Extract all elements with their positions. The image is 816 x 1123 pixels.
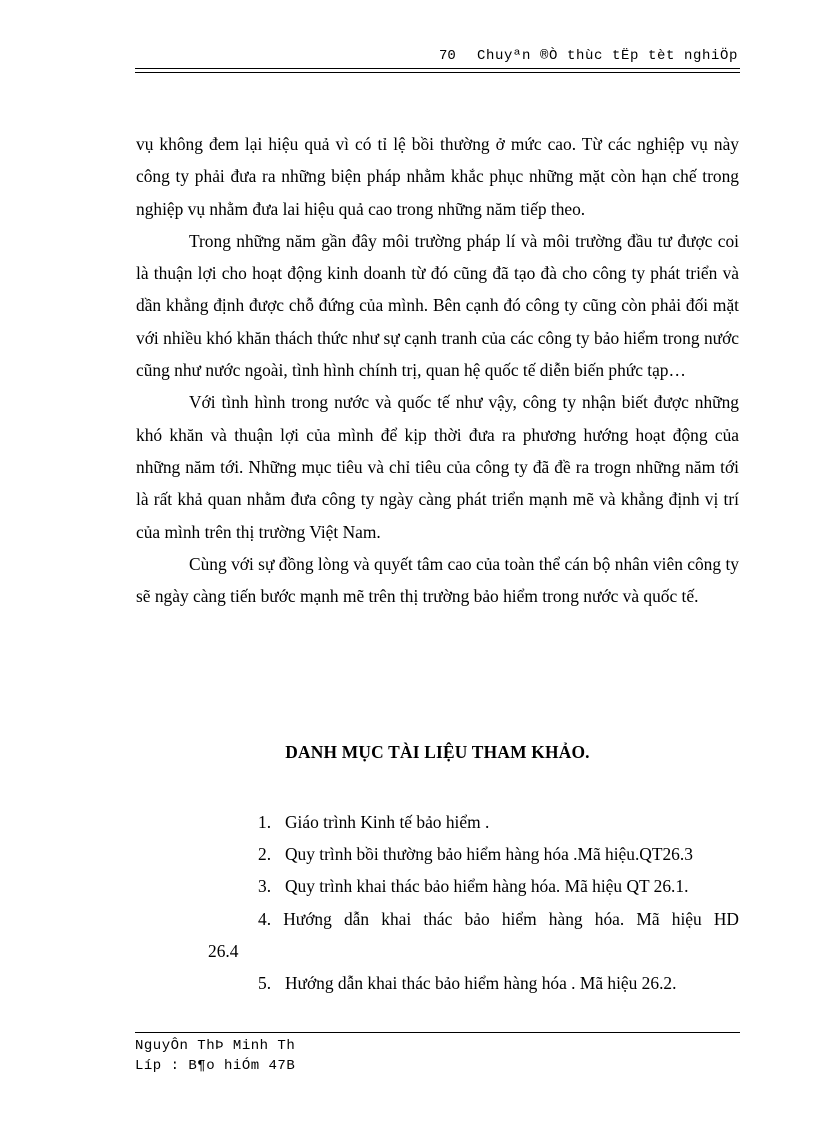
page-number: 70 [439, 48, 456, 64]
footer-class: Líp : B¶o hiÓm 47B [135, 1058, 296, 1074]
page-footer [135, 1036, 295, 1076]
reference-number: 3. [258, 876, 272, 896]
footer-author: NguyÔn ThÞ Minh Th [135, 1038, 296, 1054]
reference-item [258, 838, 740, 870]
reference-item [258, 870, 740, 902]
reference-number: 5. [258, 973, 272, 993]
reference-text: Quy trình khai thác bảo hiểm hàng hóa. Mã hiệu QT 26.1. [285, 876, 689, 896]
header-rule [135, 72, 740, 73]
reference-text: Quy trình bồi thường bảo hiểm hàng hóa .Mã hiệu.QT26.3 [285, 844, 693, 864]
header-rule [135, 68, 740, 69]
page-header [135, 46, 740, 70]
reference-number: 1. [258, 812, 272, 832]
reference-text: Hướng dẫn khai thác bảo hiểm hàng hóa . Mã hiệu 26.2. [285, 973, 677, 993]
references-title: DANH MỤC TÀI LIỆU THAM KHẢO. [285, 742, 590, 762]
reference-number: 2. [258, 844, 272, 864]
reference-item [258, 903, 739, 935]
body-text [136, 128, 739, 612]
reference-item [258, 806, 740, 838]
paragraph: Trong những năm gần đây môi trường pháp lí và môi trường đầu tư được coi là thuận lợi cho hoạt động kinh doanh từ đó cũng đã tạo đà cho công ty phát triển và dần khẳng định được chỗ đứng của mình. Bên cạnh đó công ty cũng còn phải đối mặt với nhiều khó khăn thách thức như sự cạnh tranh của các công ty bảo hiểm trong nước cũng như nước ngoài, tình hình chính trị, quan hệ quốc tế diễn biến phức tạp… [136, 230, 739, 381]
reference-text: Hướng dẫn khai thác bảo hiểm hàng hóa. Mã hiệu HD [283, 909, 739, 929]
header-title: Chuyªn ®Ò thùc tËp tèt nghiÖp [476, 48, 738, 64]
reference-number: 4. [258, 909, 272, 929]
footer-rule [135, 1032, 740, 1033]
paragraph: Cùng với sự đồng lòng và quyết tâm cao của toàn thể cán bộ nhân viên công ty sẽ ngày càng tiến bước mạnh mẽ trên thị trường bảo hiểm trong nước và quốc tế. [136, 553, 739, 607]
paragraph: Với tình hình trong nước và quốc tế như vậy, công ty nhận biết được những khó khăn và thuận lợi của mình để kịp thời đưa ra phương hướng hoạt động của những năm tới. Những mục tiêu và chỉ tiêu của công ty đã đề ra trogn những năm tới là rất khả quan nhằm đưa công ty ngày càng phát triển mạnh mẽ và khẳng định vị trí của mình trên thị trường Việt Nam. [136, 392, 739, 542]
reference-text: Giáo trình Kinh tế bảo hiểm . [285, 812, 490, 832]
paragraph: vụ không đem lại hiệu quả vì có tỉ lệ bồi thường ở mức cao. Từ các nghiệp vụ này công ty phải đưa ra những biện pháp nhằm khắc phục những mặt còn hạn chế trong nghiệp vụ nhằm đưa lai hiệu quả cao trong những năm tiếp theo. [136, 134, 739, 219]
reference-item [258, 967, 740, 999]
reference-continuation: 26.4 [208, 941, 239, 961]
